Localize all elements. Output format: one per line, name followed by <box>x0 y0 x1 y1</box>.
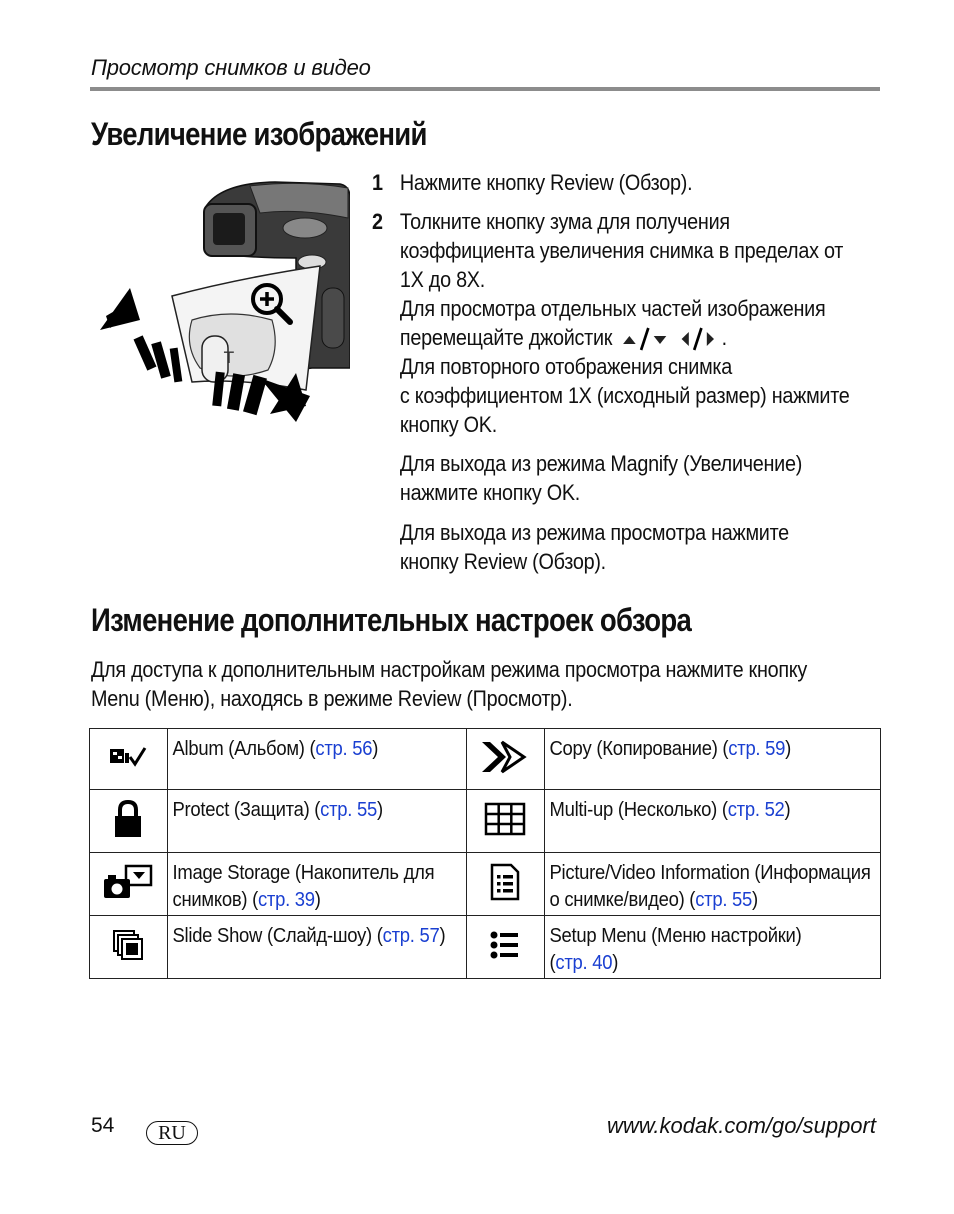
step-line: Для просмотра отдельных частей изображения <box>399 296 826 321</box>
paragraph-line: нажмите кнопку OK. <box>399 480 580 506</box>
option-label: о снимке/видео) ( <box>549 888 695 911</box>
table-row <box>90 790 881 853</box>
option-label: Album (Альбом) ( <box>172 737 316 760</box>
step-line: Для повторного отображения снимка <box>399 354 732 380</box>
joystick-up-down-icon <box>617 326 673 352</box>
album-icon-cell <box>90 729 168 790</box>
step-text: Нажмите кнопку Review (Обзор). <box>399 170 693 195</box>
page-link-setup[interactable]: стр. 40 <box>554 951 612 974</box>
slideshow-option <box>167 916 466 979</box>
step-1 <box>372 168 876 197</box>
storage-icon <box>102 864 154 900</box>
slideshow-icon <box>112 929 144 961</box>
support-url[interactable]: www.kodak.com/go/support <box>606 1113 876 1138</box>
option-label: Copy (Копирование) ( <box>549 737 728 760</box>
option-paren: ) <box>611 951 618 974</box>
page-link-info[interactable]: стр. 55 <box>694 888 752 911</box>
page-link-storage[interactable]: стр. 39 <box>257 888 315 911</box>
step-line-suffix: . <box>721 325 727 350</box>
step-line-prefix: перемещайте джойстик <box>399 325 613 350</box>
slideshow-icon-cell <box>90 916 168 979</box>
svg-text:T: T <box>224 348 234 367</box>
setup-icon-cell <box>466 916 544 979</box>
header-rule <box>90 87 880 91</box>
option-paren: ) <box>784 737 791 760</box>
step-line: с коэффициентом 1X (исходный размер) нажмите <box>399 383 850 409</box>
page-link-album[interactable]: стр. 56 <box>315 737 372 760</box>
setup-option <box>544 916 880 979</box>
album-icon <box>108 745 148 769</box>
option-label: Multi-up (Несколько) ( <box>549 798 728 821</box>
copy-icon <box>480 739 530 775</box>
step-line: коэффициента увеличения снимка в пределах от <box>399 238 844 263</box>
album-option <box>167 729 466 790</box>
option-label: Protect (Защита) ( <box>172 798 320 821</box>
joystick-left-right-icon <box>678 326 721 352</box>
section-magnify <box>91 116 481 153</box>
option-label: Slide Show (Слайд-шоу) ( <box>172 924 383 947</box>
step-line: Толкните кнопку зума для получения <box>399 209 730 234</box>
paragraph-line: Для выхода из режима Magnify (Увеличение) <box>399 451 803 477</box>
page-link-protect[interactable]: стр. 55 <box>319 798 377 821</box>
info-option <box>544 853 880 916</box>
step-number: 1 <box>372 170 383 195</box>
step-line: 1X до 8X. <box>399 267 485 292</box>
page-number: 54 <box>91 1114 115 1137</box>
option-paren: ) <box>784 798 791 821</box>
table-row <box>90 729 881 790</box>
page-link-multiup[interactable]: стр. 52 <box>727 798 785 821</box>
option-paren: ) <box>376 798 383 821</box>
step-2 <box>372 207 876 439</box>
setup-list-icon <box>490 931 520 959</box>
running-header: Просмотр снимков и видео <box>91 55 371 80</box>
step-line-joystick <box>400 323 876 352</box>
option-label: Image Storage (Накопитель для <box>172 861 435 884</box>
protect-option <box>167 790 466 853</box>
intro-line: Для доступа к дополнительным настройкам режима просмотра нажмите кнопку <box>91 657 808 682</box>
section-advanced-review <box>91 602 789 639</box>
storage-option <box>167 853 466 916</box>
intro-line: Menu (Меню), находясь в режиме Review (Просмотр). <box>91 686 573 711</box>
camera-zoom-illustration <box>100 178 350 426</box>
lock-icon <box>112 799 144 839</box>
table-row <box>90 916 881 979</box>
grid-icon-cell <box>466 790 544 853</box>
grid-icon <box>484 802 526 836</box>
paragraph-line: кнопку Review (Обзор). <box>399 549 606 575</box>
step-line: кнопку OK. <box>399 412 497 438</box>
exit-review-paragraph <box>372 518 876 576</box>
lock-icon-cell <box>90 790 168 853</box>
option-label: снимков) ( <box>172 888 258 911</box>
option-label: Setup Menu (Меню настройки) <box>549 924 802 947</box>
option-paren: ) <box>314 888 321 911</box>
section-title-magnify: Увеличение изображений <box>91 116 427 152</box>
magnify-steps <box>372 168 932 576</box>
exit-magnify-paragraph <box>372 449 876 507</box>
option-paren: ( <box>549 951 555 974</box>
info-icon <box>489 862 521 902</box>
table-row <box>90 853 881 916</box>
section2-intro <box>91 655 883 713</box>
copy-icon-cell <box>466 729 544 790</box>
page-link-slideshow[interactable]: стр. 57 <box>382 924 440 947</box>
info-icon-cell <box>466 853 544 916</box>
copy-option <box>544 729 880 790</box>
page-link-copy[interactable]: стр. 59 <box>727 737 785 760</box>
step-number: 2 <box>372 209 383 234</box>
option-label: Picture/Video Information (Информация <box>549 861 871 884</box>
option-paren: ) <box>371 737 378 760</box>
language-badge: RU <box>146 1121 198 1145</box>
option-paren: ) <box>751 888 758 911</box>
section-title-advanced: Изменение дополнительных настроек обзора <box>91 602 692 638</box>
multiup-option <box>544 790 880 853</box>
storage-icon-cell <box>90 853 168 916</box>
paragraph-line: Для выхода из режима просмотра нажмите <box>399 520 789 546</box>
review-options-table <box>89 728 881 979</box>
option-paren: ) <box>439 924 446 947</box>
